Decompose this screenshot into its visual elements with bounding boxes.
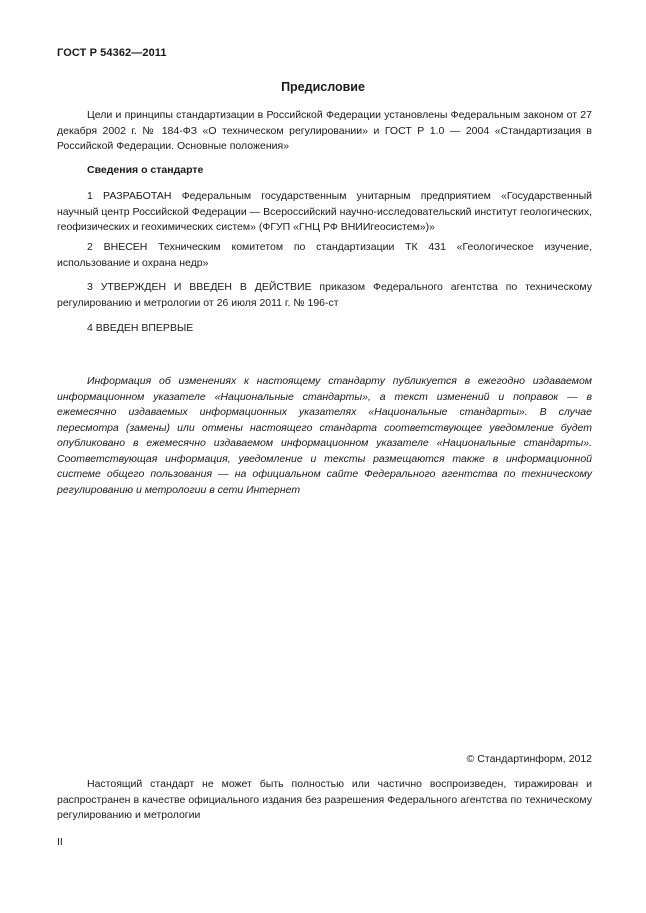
item-introduced: 2 ВНЕСЕН Техническим комитетом по стандартизации ТК 431 «Геологическое изучение, использование и охрана недр» xyxy=(57,241,592,269)
item-approved: 3 УТВЕРЖДЕН И ВВЕДЕН В ДЕЙСТВИЕ приказом Федерального агентства по техническому регулированию и метрологии от 26 июля 2011 г. № 196-ст xyxy=(57,281,592,309)
item-developed: 1 РАЗРАБОТАН Федеральным государственным унитарным предприятием «Государственный научный центр Российской Федерации — Всероссийский научно-исследовательский институт геологических, геофизических и геохимических систем» (ФГУП «ГНЦ РФ ВНИИгеосистем»)» xyxy=(57,190,592,233)
copyright: © Стандартинформ, 2012 xyxy=(466,753,592,765)
page-number: II xyxy=(57,836,63,848)
page-title: Предисловие xyxy=(281,80,365,94)
document-code: ГОСТ Р 54362—2011 xyxy=(57,47,167,59)
intro-paragraph: Цели и принципы стандартизации в Российской Федерации установлены Федеральным законом от 27 декабря 2002 г. № 184-ФЗ «О техническом регулировании» и ГОСТ Р 1.0 — 2004 «Стандартизация в Российской Федерации. Основные положения» xyxy=(57,109,592,152)
info-note: Информация об изменениях к настоящему стандарту публикуется в ежегодно издаваемом информационном указателе «Национальные стандарты», а текст изменений и поправок — в ежемесячно издаваемых информационных указателях «Национальные стандарты». В случае пересмотра (замены) или отмены настоящего стандарта соответствующее уведомление будет опубликовано в ежемесячно издаваемом информационном указателе «Национальные стандарты». Соответствующая информация, уведомление и тексты размещаются также в информационной системе общего пользования — на официальном сайте Федерального агентства по техническому регулированию и метрологии в сети Интернет xyxy=(57,375,592,496)
item-first-introduced: 4 ВВЕДЕН ВПЕРВЫЕ xyxy=(87,322,194,334)
section-title: Сведения о стандарте xyxy=(87,164,204,176)
legal-notice: Настоящий стандарт не может быть полностью или частично воспроизведен, тиражирован и распространен в качестве официального издания без разрешения Федерального агентства по техническому регулированию и метрологии xyxy=(57,778,592,821)
